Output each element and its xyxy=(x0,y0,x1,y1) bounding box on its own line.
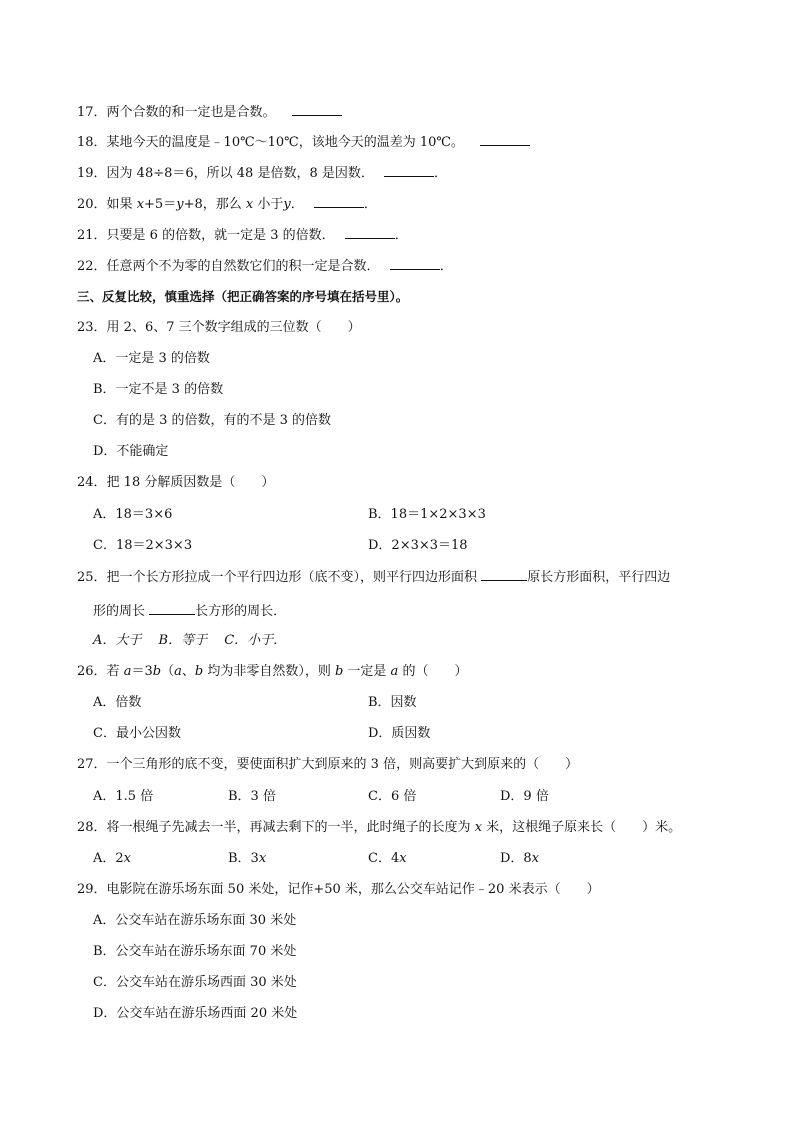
question-17-text: 17．两个合数的和一定也是合数。 xyxy=(77,105,276,120)
variable-b: b xyxy=(152,664,162,679)
question-25-line2 xyxy=(93,602,286,621)
variable-b: b xyxy=(334,664,344,679)
answer-blank[interactable] xyxy=(345,226,395,239)
question-19 xyxy=(77,164,447,183)
question-25-text: 形的周长 xyxy=(93,604,150,619)
question-26-text: 的（ ） xyxy=(398,664,468,679)
question-25-line1 xyxy=(77,568,670,587)
question-22-end: ． xyxy=(439,259,453,274)
option-b-label: B．3 xyxy=(228,851,259,866)
option-d[interactable]: D．9 倍 xyxy=(500,789,549,804)
option-a[interactable]: A．1.5 倍 xyxy=(93,789,154,804)
option-b[interactable]: B．3 倍 xyxy=(228,789,276,804)
answer-blank[interactable] xyxy=(384,164,434,177)
question-25-text: 长方形的周长． xyxy=(195,604,287,619)
option-b[interactable]: B．18＝1×2×3×3 xyxy=(368,507,486,522)
question-20-text: 小于 xyxy=(253,197,284,212)
answer-blank[interactable] xyxy=(390,257,440,270)
question-26-text: （ xyxy=(161,664,175,679)
question-18 xyxy=(77,133,530,152)
question-26-stem xyxy=(77,663,467,681)
question-26-text: 、 xyxy=(181,664,195,679)
section-3-heading: 三、反复比较，慎重选择（把正确答案的序号填在括号里）。 xyxy=(77,289,409,304)
question-21 xyxy=(77,226,408,245)
option-c-label: C．4 xyxy=(368,851,400,866)
question-24-stem: 24．把 18 分解质因数是（ ） xyxy=(77,475,275,490)
variable-b: b xyxy=(194,664,204,679)
variable-x: x xyxy=(531,851,540,866)
variable-x: x xyxy=(136,197,145,212)
variable-x: x xyxy=(258,851,267,866)
question-26-text: ＝3 xyxy=(131,664,153,679)
option-d[interactable] xyxy=(500,850,539,868)
option-c[interactable]: C．有的是 3 的倍数，有的不是 3 的倍数 xyxy=(93,413,332,428)
question-28-text: 米，这根绳子原来长（ ）米。 xyxy=(482,820,682,835)
option-b[interactable]: B．一定不是 3 的倍数 xyxy=(93,382,224,397)
question-18-text: 18．某地今天的温度是﹣10℃～10℃，该地今天的温差为 10℃。 xyxy=(77,135,464,150)
option-d-label: D．8 xyxy=(500,851,532,866)
variable-a: a xyxy=(174,664,182,679)
question-20-text: 20．如果 xyxy=(77,197,137,212)
question-19-text: 19．因为 48÷8＝6，所以 48 是倍数，8 是因数． xyxy=(77,166,374,181)
question-27-stem: 27．一个三角形的底不变，要使面积扩大到原来的 3 倍，则高要扩大到原来的（ ） xyxy=(77,757,579,772)
question-21-text: 21．只要是 6 的倍数，就一定是 3 的倍数． xyxy=(77,228,335,243)
question-25-options[interactable]: A．大于 B．等于 C．小于． xyxy=(93,633,287,648)
option-c[interactable]: C．18＝2×3×3 xyxy=(93,538,193,553)
option-a[interactable]: A．倍数 xyxy=(93,695,142,710)
option-a[interactable]: A．一定是 3 的倍数 xyxy=(93,351,210,366)
option-a-label: A．2 xyxy=(93,851,124,866)
option-d[interactable]: D．公交车站在游乐场西面 20 米处 xyxy=(93,1006,298,1021)
question-22 xyxy=(77,257,453,276)
variable-y: y xyxy=(176,197,184,212)
answer-blank[interactable] xyxy=(480,133,530,146)
option-d[interactable]: D．2×3×3＝18 xyxy=(368,538,468,553)
variable-a: a xyxy=(123,664,132,679)
option-c[interactable]: C．最小公因数 xyxy=(93,726,181,741)
option-c[interactable]: C．公交车站在游乐场西面 30 米处 xyxy=(93,975,297,990)
option-a[interactable] xyxy=(93,850,131,868)
question-29-stem: 29．电影院在游乐场东面 50 米处，记作+50 米，那么公交车站记作﹣20 米表示（ ） xyxy=(77,882,600,897)
answer-blank[interactable] xyxy=(481,568,527,581)
variable-a: a xyxy=(390,664,399,679)
option-a[interactable]: A．公交车站在游乐场东面 30 米处 xyxy=(93,913,297,928)
answer-blank[interactable] xyxy=(314,195,364,208)
question-25-text: 25．把一个长方形拉成一个平行四边形（底不变），则平行四边形面积 xyxy=(77,570,482,585)
option-c[interactable]: C．6 倍 xyxy=(368,789,417,804)
question-26-text: 均为非零自然数），则 xyxy=(203,664,335,679)
question-20-end: ． xyxy=(363,197,377,212)
answer-blank[interactable] xyxy=(149,602,195,615)
option-b[interactable]: B．因数 xyxy=(368,695,417,710)
question-20-text: +5＝ xyxy=(144,197,177,212)
question-21-end: ． xyxy=(394,228,408,243)
question-20-text: ． xyxy=(290,197,304,212)
question-26-text: 26．若 xyxy=(77,664,124,679)
option-d[interactable]: D．质因数 xyxy=(368,726,431,741)
question-28-text: 28．将一根绳子先减去一半，再减去剩下的一半，此时绳子的长度为 xyxy=(77,820,475,835)
question-28-stem xyxy=(77,819,681,837)
option-c[interactable] xyxy=(368,850,407,868)
option-b[interactable] xyxy=(228,850,266,868)
question-25-text: 原长方形面积，平行四边 xyxy=(527,570,671,585)
question-22-text: 22．任意两个不为零的自然数它们的积一定是合数． xyxy=(77,259,380,274)
question-20 xyxy=(77,195,377,214)
variable-y: y xyxy=(283,197,291,212)
variable-x: x xyxy=(123,851,132,866)
option-b[interactable]: B．公交车站在游乐场东面 70 米处 xyxy=(93,944,297,959)
question-17 xyxy=(77,103,342,122)
question-19-end: ． xyxy=(434,166,448,181)
question-20-text: +8，那么 xyxy=(183,197,246,212)
option-a[interactable]: A．18＝3×6 xyxy=(93,507,173,522)
variable-x: x xyxy=(245,197,254,212)
question-26-text: 一定是 xyxy=(343,664,391,679)
question-23-stem: 23．用 2、6、7 三个数字组成的三位数（ ） xyxy=(77,320,361,335)
variable-x: x xyxy=(399,851,407,866)
option-d[interactable]: D．不能确定 xyxy=(93,444,169,459)
answer-blank[interactable] xyxy=(292,103,342,116)
variable-x: x xyxy=(474,820,483,835)
